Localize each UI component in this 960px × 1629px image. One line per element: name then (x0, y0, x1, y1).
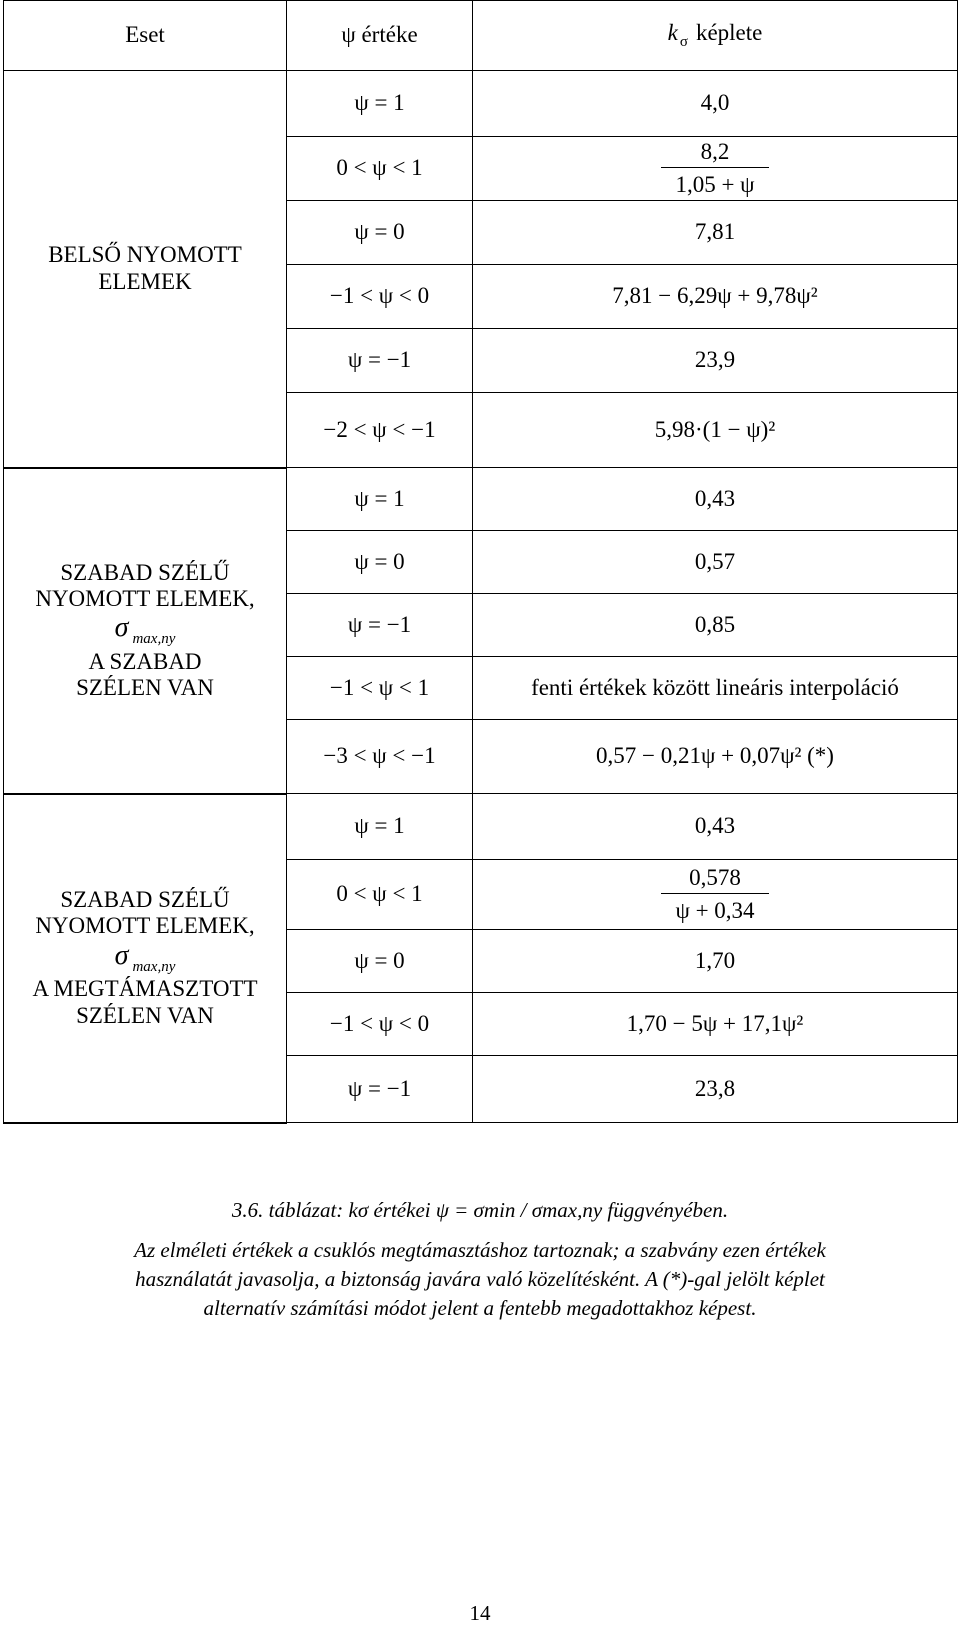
group-label-line: BELSŐ NYOMOTT (48, 242, 242, 268)
fraction-numerator: 8,2 (661, 139, 768, 168)
psi-condition: ψ = −1 (287, 1056, 473, 1123)
group-label-line: NYOMOTT ELEMEK, (35, 585, 255, 611)
fraction (661, 139, 768, 199)
header-psi-value: ψ értéke (287, 1, 473, 71)
psi-condition: −1 < ψ < 0 (287, 265, 473, 329)
group-label-line: ELEMEK (98, 268, 192, 294)
k-formula: 1,70 − 5ψ + 17,1ψ² (473, 993, 958, 1056)
k-formula: 0,57 (473, 531, 958, 594)
psi-condition: ψ = 1 (287, 71, 473, 137)
group-label-line: A MEGTÁMASZTOTT (32, 976, 258, 1002)
note-line: Az elméleti értékek a csuklós megtámasztáshoz tartoznak; a szabvány ezen értékek (134, 1238, 826, 1262)
k-formula: fenti értékek között lineáris interpoláció (473, 657, 958, 720)
note-line: alternatív számítási módot jelent a fentebb megadottakhoz képest. (203, 1296, 757, 1320)
k-formula: 0,57 − 0,21ψ + 0,07ψ² (*) (473, 720, 958, 794)
k-formula (473, 860, 958, 930)
k-formula: 1,70 (473, 930, 958, 993)
table-row (4, 71, 958, 137)
sigma-subscript: max,ny (132, 631, 176, 648)
sigma-max-ny (4, 940, 286, 976)
k-formula: 7,81 (473, 201, 958, 265)
psi-condition: 0 < ψ < 1 (287, 137, 473, 201)
psi-condition: ψ = −1 (287, 329, 473, 393)
psi-condition: ψ = 0 (287, 531, 473, 594)
psi-condition: −1 < ψ < 1 (287, 657, 473, 720)
k-formula: 0,85 (473, 594, 958, 657)
k-formula: 4,0 (473, 71, 958, 137)
table-header-row (4, 1, 958, 71)
psi-condition: −1 < ψ < 0 (287, 993, 473, 1056)
psi-condition: ψ = 0 (287, 930, 473, 993)
fraction-denominator: ψ + 0,34 (675, 898, 755, 923)
table-caption: 3.6. táblázat: kσ értékei ψ = σmin / σmax,ny függvényében. (231, 1198, 729, 1222)
group-label (4, 468, 287, 794)
fraction-numerator: 0,578 (661, 865, 768, 894)
k-formula: 0,43 (473, 794, 958, 860)
group-label-line: SZÉLEN VAN (76, 675, 214, 701)
psi-condition: −2 < ψ < −1 (287, 393, 473, 468)
sigma-subscript: max,ny (132, 958, 176, 975)
page-number: 14 (469, 1601, 491, 1625)
k-formula (473, 137, 958, 201)
fraction-denominator: 1,05 + ψ (675, 172, 755, 197)
psi-condition: −3 < ψ < −1 (287, 720, 473, 794)
psi-condition: ψ = 1 (287, 794, 473, 860)
header-case: Eset (4, 1, 287, 71)
k-formula: 23,8 (473, 1056, 958, 1123)
psi-condition: ψ = 0 (287, 201, 473, 265)
k-formula: 23,9 (473, 329, 958, 393)
group-label (4, 71, 287, 468)
table-row (4, 794, 958, 860)
k-sigma-table (3, 0, 958, 1124)
table-note (0, 1236, 960, 1323)
fraction (661, 865, 768, 925)
group-label-line: NYOMOTT ELEMEK, (35, 913, 255, 939)
sigma-symbol: σ (114, 612, 129, 644)
k-formula: 0,43 (473, 468, 958, 531)
group-label (4, 794, 287, 1123)
table-row (4, 468, 958, 531)
psi-condition: ψ = −1 (287, 594, 473, 657)
group-label-line: SZABAD SZÉLŰ (60, 559, 230, 585)
group-label-line: SZABAD SZÉLŰ (60, 887, 230, 912)
sigma-max-ny (4, 612, 286, 648)
k-formula: 7,81 − 6,29ψ + 9,78ψ² (473, 265, 958, 329)
k-formula: 5,98·(1 − ψ)² (473, 393, 958, 468)
group-label-line: SZÉLEN VAN (76, 1002, 214, 1028)
note-line: használatát javasolja, a biztonság javára való közelítésként. A (*)-gal jelölt képlet (135, 1267, 825, 1291)
sigma-symbol: σ (114, 939, 129, 971)
header-k-formula: k $_\sigma$ képlete (473, 1, 958, 71)
psi-condition: ψ = 1 (287, 468, 473, 531)
psi-condition: 0 < ψ < 1 (287, 860, 473, 930)
group-label-line: A SZABAD (88, 648, 202, 674)
